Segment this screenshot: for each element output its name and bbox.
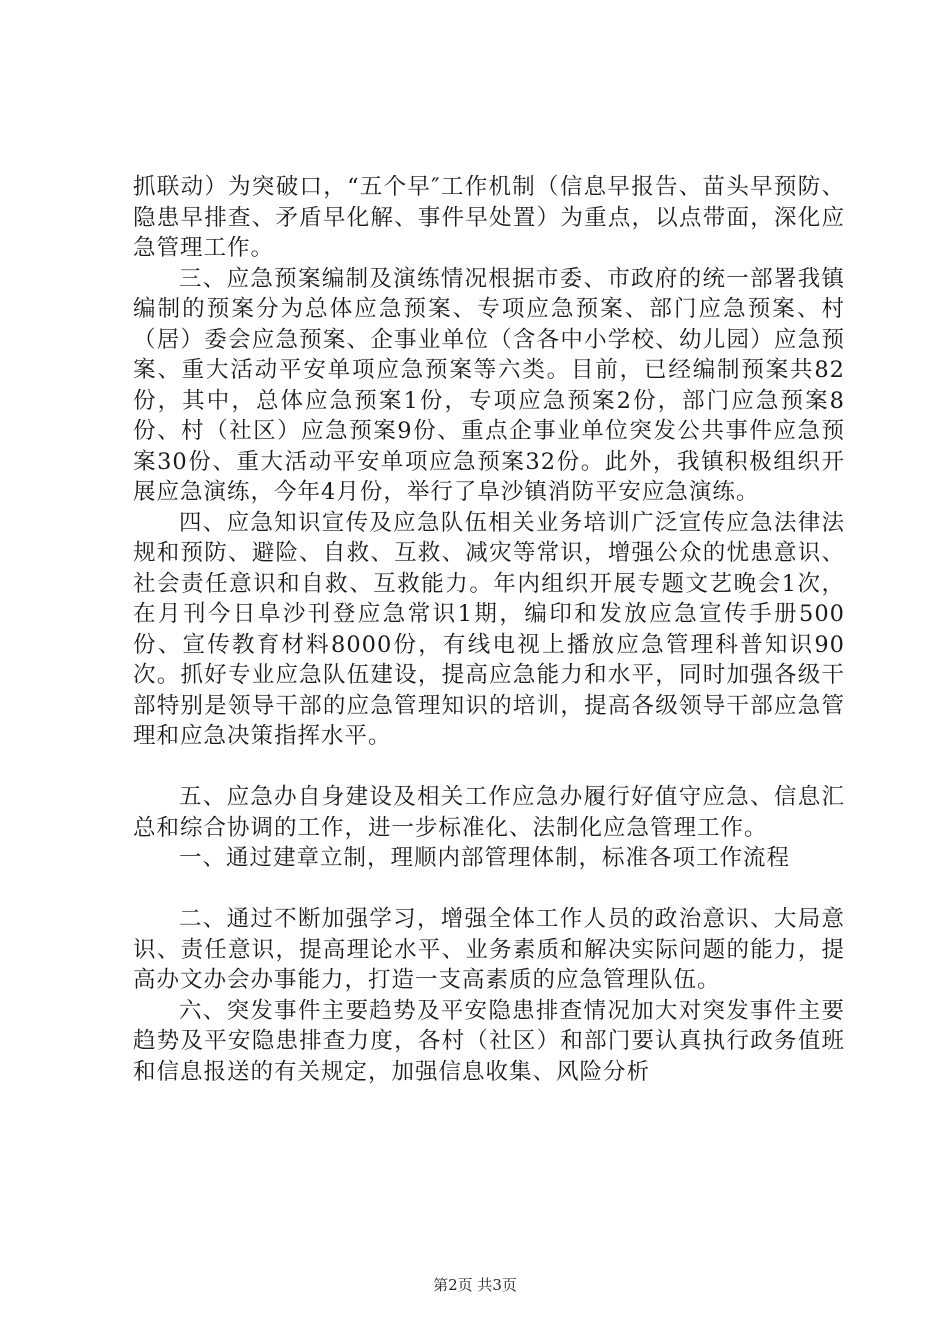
document-body bbox=[133, 172, 845, 1087]
paragraph-continuation: 抓联动）为突破口，“五个早″工作机制（信息早报告、苗头早预防、隐患早排查、矛盾早化解、事件早处置）为重点，以点带面，深化应急管理工作。 bbox=[133, 174, 845, 261]
paragraph-item-1: 一、通过建章立制，理顺内部管理体制，标准各项工作流程 bbox=[179, 845, 791, 871]
paragraph-section-3: 三、应急预案编制及演练情况根据市委、市政府的统一部署我镇编制的预案分为总体应急预案、专项应急预案、部门应急预案、村（居）委会应急预案、企事业单位（含各中小学校、幼儿园）应急预案、重大活动平安单项应急预案等六类。目前，已经编制预案共82份，其中，总体应急预案1份，专项应急预案2份，部门应急预案8份、村（社区）应急预案9份、重点企事业单位突发公共事件应急预案30份、重大活动平安单项应急预案32份。此外，我镇积极组织开展应急演练，今年4月份，举行了阜沙镇消防平安应急演练。 bbox=[133, 265, 845, 505]
paragraph-section-6: 六、突发事件主要趋势及平安隐患排查情况加大对突发事件主要趋势及平安隐患排查力度，各村（社区）和部门要认真执行政务值班和信息报送的有关规定，加强信息收集、风险分析 bbox=[133, 997, 845, 1085]
page-footer bbox=[0, 1274, 950, 1295]
paragraph-item-2: 二、通过不断加强学习，增强全体工作人员的政治意识、大局意识、责任意识，提高理论水平、业务素质和解决实际问题的能力，提高办文办会办事能力，打造一支高素质的应急管理队伍。 bbox=[133, 906, 845, 993]
paragraph-section-5: 五、应急办自身建设及相关工作应急办履行好值守应急、信息汇总和综合协调的工作，进一步标准化、法制化应急管理工作。 bbox=[133, 784, 845, 841]
page-number: 第2页 共3页 bbox=[433, 1276, 517, 1294]
paragraph-section-4: 四、应急知识宣传及应急队伍相关业务培训广泛宣传应急法律法规和预防、避险、自救、互救、减灾等常识，增强公众的忧患意识、社会责任意识和自救、互救能力。年内组织开展专题文艺晚会1次，在月刊今日阜沙刊登应急常识1期，编印和发放应急宣传手册500份、宣传教育材料8000份，有线电视上播放应急管理科普知识90次。抓好专业应急队伍建设，提高应急能力和水平，同时加强各级干部特别是领导干部的应急管理知识的培训，提高各级领导干部应急管理和应急决策指挥水平。 bbox=[133, 509, 845, 749]
